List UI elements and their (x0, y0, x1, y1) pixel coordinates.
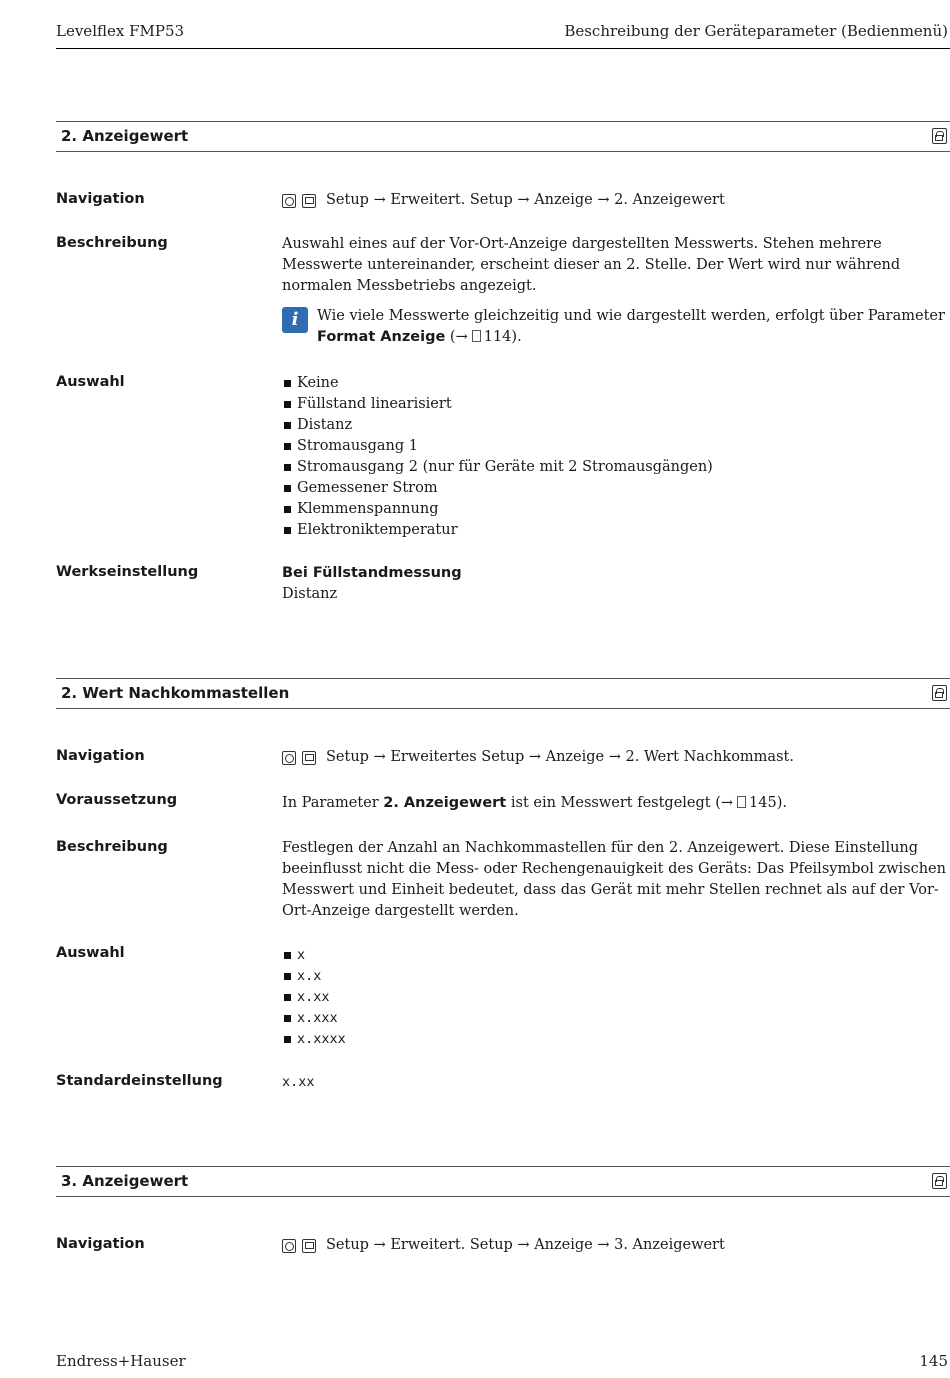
list-item: Distanz (282, 415, 946, 436)
list-item: x.xx (282, 987, 946, 1008)
display-icon (302, 751, 316, 765)
list-item: x (282, 945, 946, 966)
operating-tool-icon (282, 1239, 296, 1253)
navigation-label: Navigation (56, 748, 145, 764)
page-reference-icon (472, 330, 481, 342)
footer-brand: Endress+Hauser (56, 1352, 186, 1370)
factory-setting-heading: Bei Füllstandmessung (282, 565, 462, 581)
list-item: Gemessener Strom (282, 478, 946, 499)
navigation-path (282, 1235, 946, 1256)
choices-label: Auswahl (56, 374, 125, 390)
info-icon: i (282, 307, 308, 333)
display-icon (302, 1239, 316, 1253)
choices-list (282, 373, 946, 541)
choices-label: Auswahl (56, 945, 125, 961)
list-item: Stromausgang 2 (nur für Geräte mit 2 Stromausgängen) (282, 457, 946, 478)
factory-setting-text: Distanz (282, 586, 338, 602)
section-title: 2. Anzeigewert (61, 127, 189, 145)
note-ref-page[interactable]: 114). (483, 329, 522, 345)
list-item: Keine (282, 373, 946, 394)
display-icon (302, 194, 316, 208)
choices-list (282, 945, 946, 1050)
prerequisite-prefix: In Parameter (282, 795, 384, 811)
navigation-text: Setup → Erweitert. Setup → Anzeige → 3. Anzeigewert (326, 1237, 725, 1253)
lock-icon (932, 1173, 947, 1189)
header-product: Levelflex FMP53 (56, 22, 185, 40)
operating-tool-icon (282, 194, 296, 208)
navigation-label: Navigation (56, 191, 145, 207)
list-item: x.xxxx (282, 1029, 946, 1050)
header-rule (56, 48, 950, 49)
note-parameter-link[interactable]: Format Anzeige (317, 329, 446, 345)
page-number: 145 (919, 1352, 948, 1370)
description-block (282, 234, 946, 348)
section-title: 2. Wert Nachkommastellen (61, 684, 290, 702)
list-item: Stromausgang 1 (282, 436, 946, 457)
default-setting-value: x.xx (282, 1074, 315, 1090)
section-title: 3. Anzeigewert (61, 1172, 189, 1190)
list-item: x.x (282, 966, 946, 987)
list-item: Elektroniktemperatur (282, 520, 946, 541)
factory-setting-label: Werkseinstellung (56, 564, 199, 580)
prerequisite-suffix: ist ein Messwert festgelegt (→ (506, 795, 734, 811)
navigation-label: Navigation (56, 1236, 145, 1252)
prerequisite-page[interactable]: 145). (749, 795, 787, 811)
navigation-text: Setup → Erweitert. Setup → Anzeige → 2. Anzeigewert (326, 192, 725, 208)
prerequisite-text (282, 793, 946, 814)
description-label: Beschreibung (56, 839, 168, 855)
navigation-path (282, 747, 946, 768)
info-note (282, 306, 946, 348)
factory-setting-value (282, 563, 946, 605)
lock-icon (932, 685, 947, 701)
list-item: Füllstand linearisiert (282, 394, 946, 415)
default-setting-label: Standardeinstellung (56, 1073, 223, 1089)
operating-tool-icon (282, 751, 296, 765)
description-text: Festlegen der Anzahl an Nachkommastellen für den 2. Anzeigewert. Diese Einstellung beeinflusst nicht die Mess- oder Rechengenauigkeit des Geräts: Das Pfeilsymbol zwischen Messwert und Einheit bedeutet, dass das Gerät mit mehr Stellen rechnet als auf der Vor-Ort-Anzeige dargestellt werden. (282, 840, 946, 919)
section-header-3-anzeigewert (56, 1166, 950, 1197)
prerequisite-parameter-link[interactable]: 2. Anzeigewert (383, 795, 507, 811)
prerequisite-label: Voraussetzung (56, 792, 178, 808)
navigation-text: Setup → Erweitertes Setup → Anzeige → 2. Wert Nachkommast. (326, 749, 794, 765)
page-reference-icon (737, 796, 746, 808)
note-ref-open: (→ (445, 329, 468, 345)
list-item: x.xxx (282, 1008, 946, 1029)
section-header-2-wert-nachkommastellen (56, 678, 950, 709)
description-text: Auswahl eines auf der Vor-Ort-Anzeige dargestellten Messwerts. Stehen mehrere Messwerte untereinander, erscheint dieser an 2. Stelle. Der Wert wird nur während normalen Messbetriebs angezeigt. (282, 236, 901, 294)
list-item: Klemmenspannung (282, 499, 946, 520)
section-header-2-anzeigewert (56, 121, 950, 152)
description-label: Beschreibung (56, 235, 168, 251)
note-text: Wie viele Messwerte gleichzeitig und wie dargestellt werden, erfolgt über Parameter (317, 308, 945, 324)
header-chapter: Beschreibung der Geräteparameter (Bedienmenü) (564, 22, 948, 40)
navigation-path (282, 190, 946, 211)
lock-icon (932, 128, 947, 144)
